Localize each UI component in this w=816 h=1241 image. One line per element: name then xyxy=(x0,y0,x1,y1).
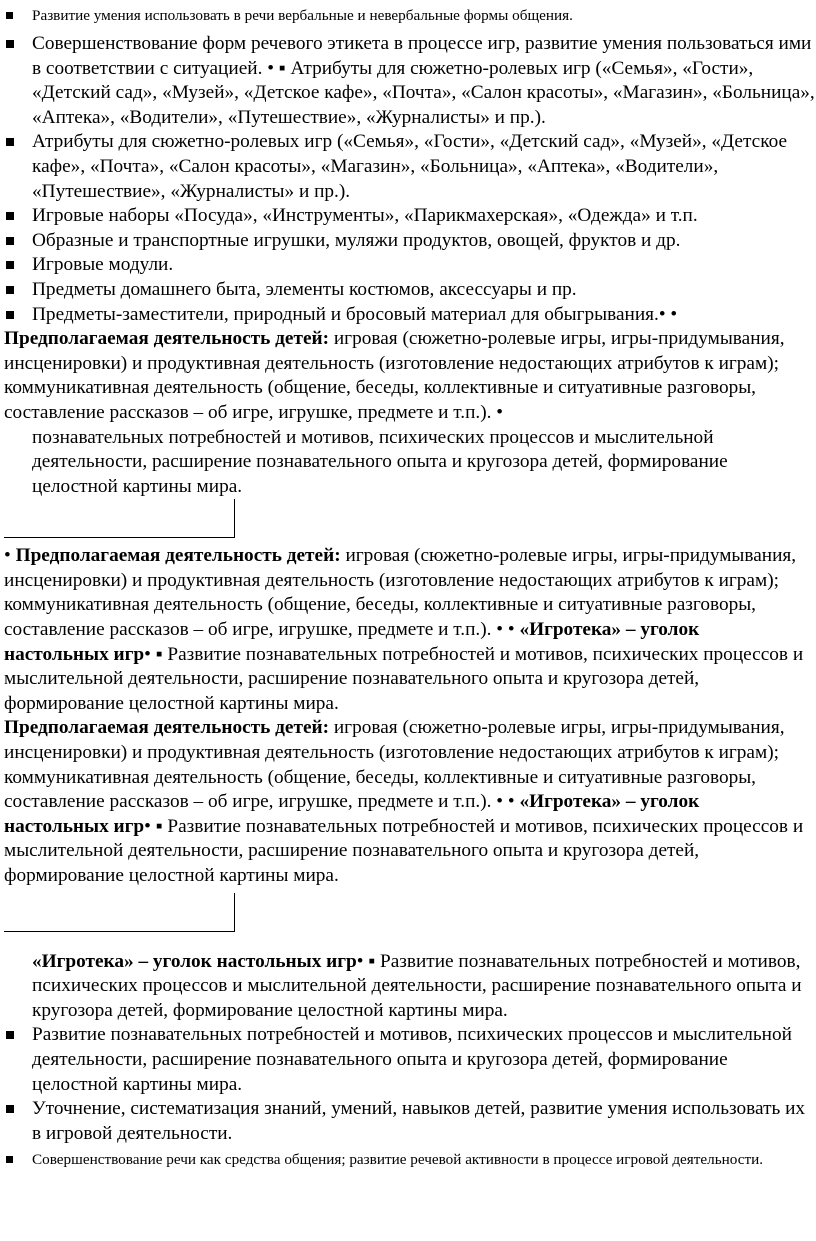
list-item-text: Предметы домашнего быта, элементы костюмов, аксессуары и пр. xyxy=(32,278,577,300)
list-item xyxy=(0,6,816,26)
activity-paragraph xyxy=(0,716,816,888)
square-bullet-icon xyxy=(6,237,14,245)
list-item xyxy=(0,1150,816,1170)
list-item xyxy=(0,253,816,278)
list-item xyxy=(0,1023,816,1097)
list-item xyxy=(0,204,816,229)
list-item-text: Совершенствование речи как средства общения; развитие речевой активности в процессе игровой деятельности. xyxy=(32,1151,764,1169)
square-bullet-icon xyxy=(6,1156,13,1163)
square-bullet-icon xyxy=(6,40,14,48)
game-corner-paragraph xyxy=(0,950,816,1024)
activity-text: игровая (сюжетно-ролевые игры, игры-придумывания, инсценировки) и продуктивная деятельность (изготовление недостающих атрибутов к играм); коммуникативная деятельность (общение, беседы, коллективные и ситуативные разговоры, составление рассказов – об игре, игрушке, предмете и т.п.). • • xyxy=(4,545,797,641)
activity-text: игровая (сюжетно-ролевые игры, игры-придумывания, инсценировки) и продуктивная деятельность (изготовление недостающих атрибутов к играм); коммуникативная деятельность (общение, беседы, коллективные и ситуативные разговоры, составление рассказов – об игре, игрушке, предмете и т.п.). • xyxy=(4,328,785,423)
game-corner-text: • ▪ Развитие познавательных потребностей и мотивов, психических процессов и мыслительной деятельности, расширение познавательного опыта и кругозора детей, формирование целостной картины мира. xyxy=(4,815,804,886)
list-item-text: Уточнение, систематизация знаний, умений, навыков детей, развитие умения использовать их в игровой деятельности. xyxy=(32,1098,806,1144)
game-corner-heading: «Игротека» – уголок настольных игр xyxy=(32,950,357,972)
game-corner-heading: «Игротека» – уголок настольных игр xyxy=(4,791,700,837)
list-item-text: Развитие познавательных потребностей и мотивов, психических процессов и мыслительной деятельности, расширение познавательного опыта и кругозора детей, формирование целостной картины мира. xyxy=(32,1024,792,1095)
square-bullet-icon xyxy=(6,212,14,220)
list-item xyxy=(0,32,816,130)
list-item-text: Атрибуты для сюжетно-ролевых игр («Семья», «Гости», «Детский сад», «Музей», «Детское кафе», «Почта», «Салон красоты», «Магазин», «Больница», «Аптека», «Водители», «Путешествие», «Журналисты» и пр.). xyxy=(32,131,788,202)
activity-heading: Предполагаемая деятельность детей: xyxy=(4,717,330,739)
list-item xyxy=(0,278,816,303)
divider xyxy=(4,499,235,538)
activity-paragraph xyxy=(0,327,816,425)
square-bullet-icon xyxy=(6,261,14,269)
bullet-dot: • xyxy=(4,545,16,567)
square-bullet-icon xyxy=(6,311,14,319)
list-item-text: Игровые модули. xyxy=(32,254,174,276)
divider xyxy=(4,893,235,932)
list-item xyxy=(0,303,816,328)
square-bullet-icon xyxy=(6,138,14,146)
game-corner-text: • ▪ Развитие познавательных потребностей и мотивов, психических процессов и мыслительной деятельности, расширение познавательного опыта и кругозора детей, формирование целостной картины мира. xyxy=(32,950,802,1021)
square-bullet-icon xyxy=(6,1031,14,1039)
indented-paragraph: познавательных потребностей и мотивов, психических процессов и мыслительной деятельности, расширение познавательного опыта и кругозора детей, формирование целостной картины мира. xyxy=(32,426,728,497)
list-item-text: Игровые наборы «Посуда», «Инструменты», «Парикмахерская», «Одежда» и т.п. xyxy=(32,205,698,227)
list-item xyxy=(0,229,816,254)
activity-heading: Предполагаемая деятельность детей: xyxy=(15,545,341,567)
activity-text: игровая (сюжетно-ролевые игры, игры-придумывания, инсценировки) и продуктивная деятельность (изготовление недостающих атрибутов к играм); коммуникативная деятельность (общение, беседы, коллективные и ситуативные разговоры, составление рассказов – об игре, игрушке, предмете и т.п.). • • xyxy=(4,717,785,813)
square-bullet-icon xyxy=(6,12,13,19)
list-item-text: Развитие умения использовать в речи вербальные и невербальные формы общения. xyxy=(32,7,573,24)
square-bullet-icon xyxy=(6,1105,14,1113)
list-item-text: Образные и транспортные игрушки, муляжи продуктов, овощей, фруктов и др. xyxy=(32,229,681,251)
list-item xyxy=(0,130,816,204)
game-corner-text: • ▪ Развитие познавательных потребностей и мотивов, психических процессов и мыслительной деятельности, расширение познавательного опыта и кругозора детей, формирование целостной картины мира. xyxy=(4,643,804,714)
list-item-text: Предметы-заместители, природный и бросовый материал для обыгрывания.• • xyxy=(32,303,678,325)
activity-heading: Предполагаемая деятельность детей: xyxy=(4,328,330,350)
activity-paragraph xyxy=(0,544,816,716)
square-bullet-icon xyxy=(6,286,14,294)
list-item-text: Совершенствование форм речевого этикета в процессе игр, развитие умения пользоваться ими в соответствии с ситуацией. • ▪ Атрибуты для сюжетно-ролевых игр («Семья», «Гости», «Детский сад», «Музей», «Детское кафе», «Почта», «Салон красоты», «Магазин», «Больница», «Аптека», «Водители», «Путешествие», «Журналисты» и пр.). xyxy=(32,33,815,128)
list-item xyxy=(0,1097,816,1146)
game-corner-heading: «Игротека» – уголок настольных игр xyxy=(4,619,700,665)
